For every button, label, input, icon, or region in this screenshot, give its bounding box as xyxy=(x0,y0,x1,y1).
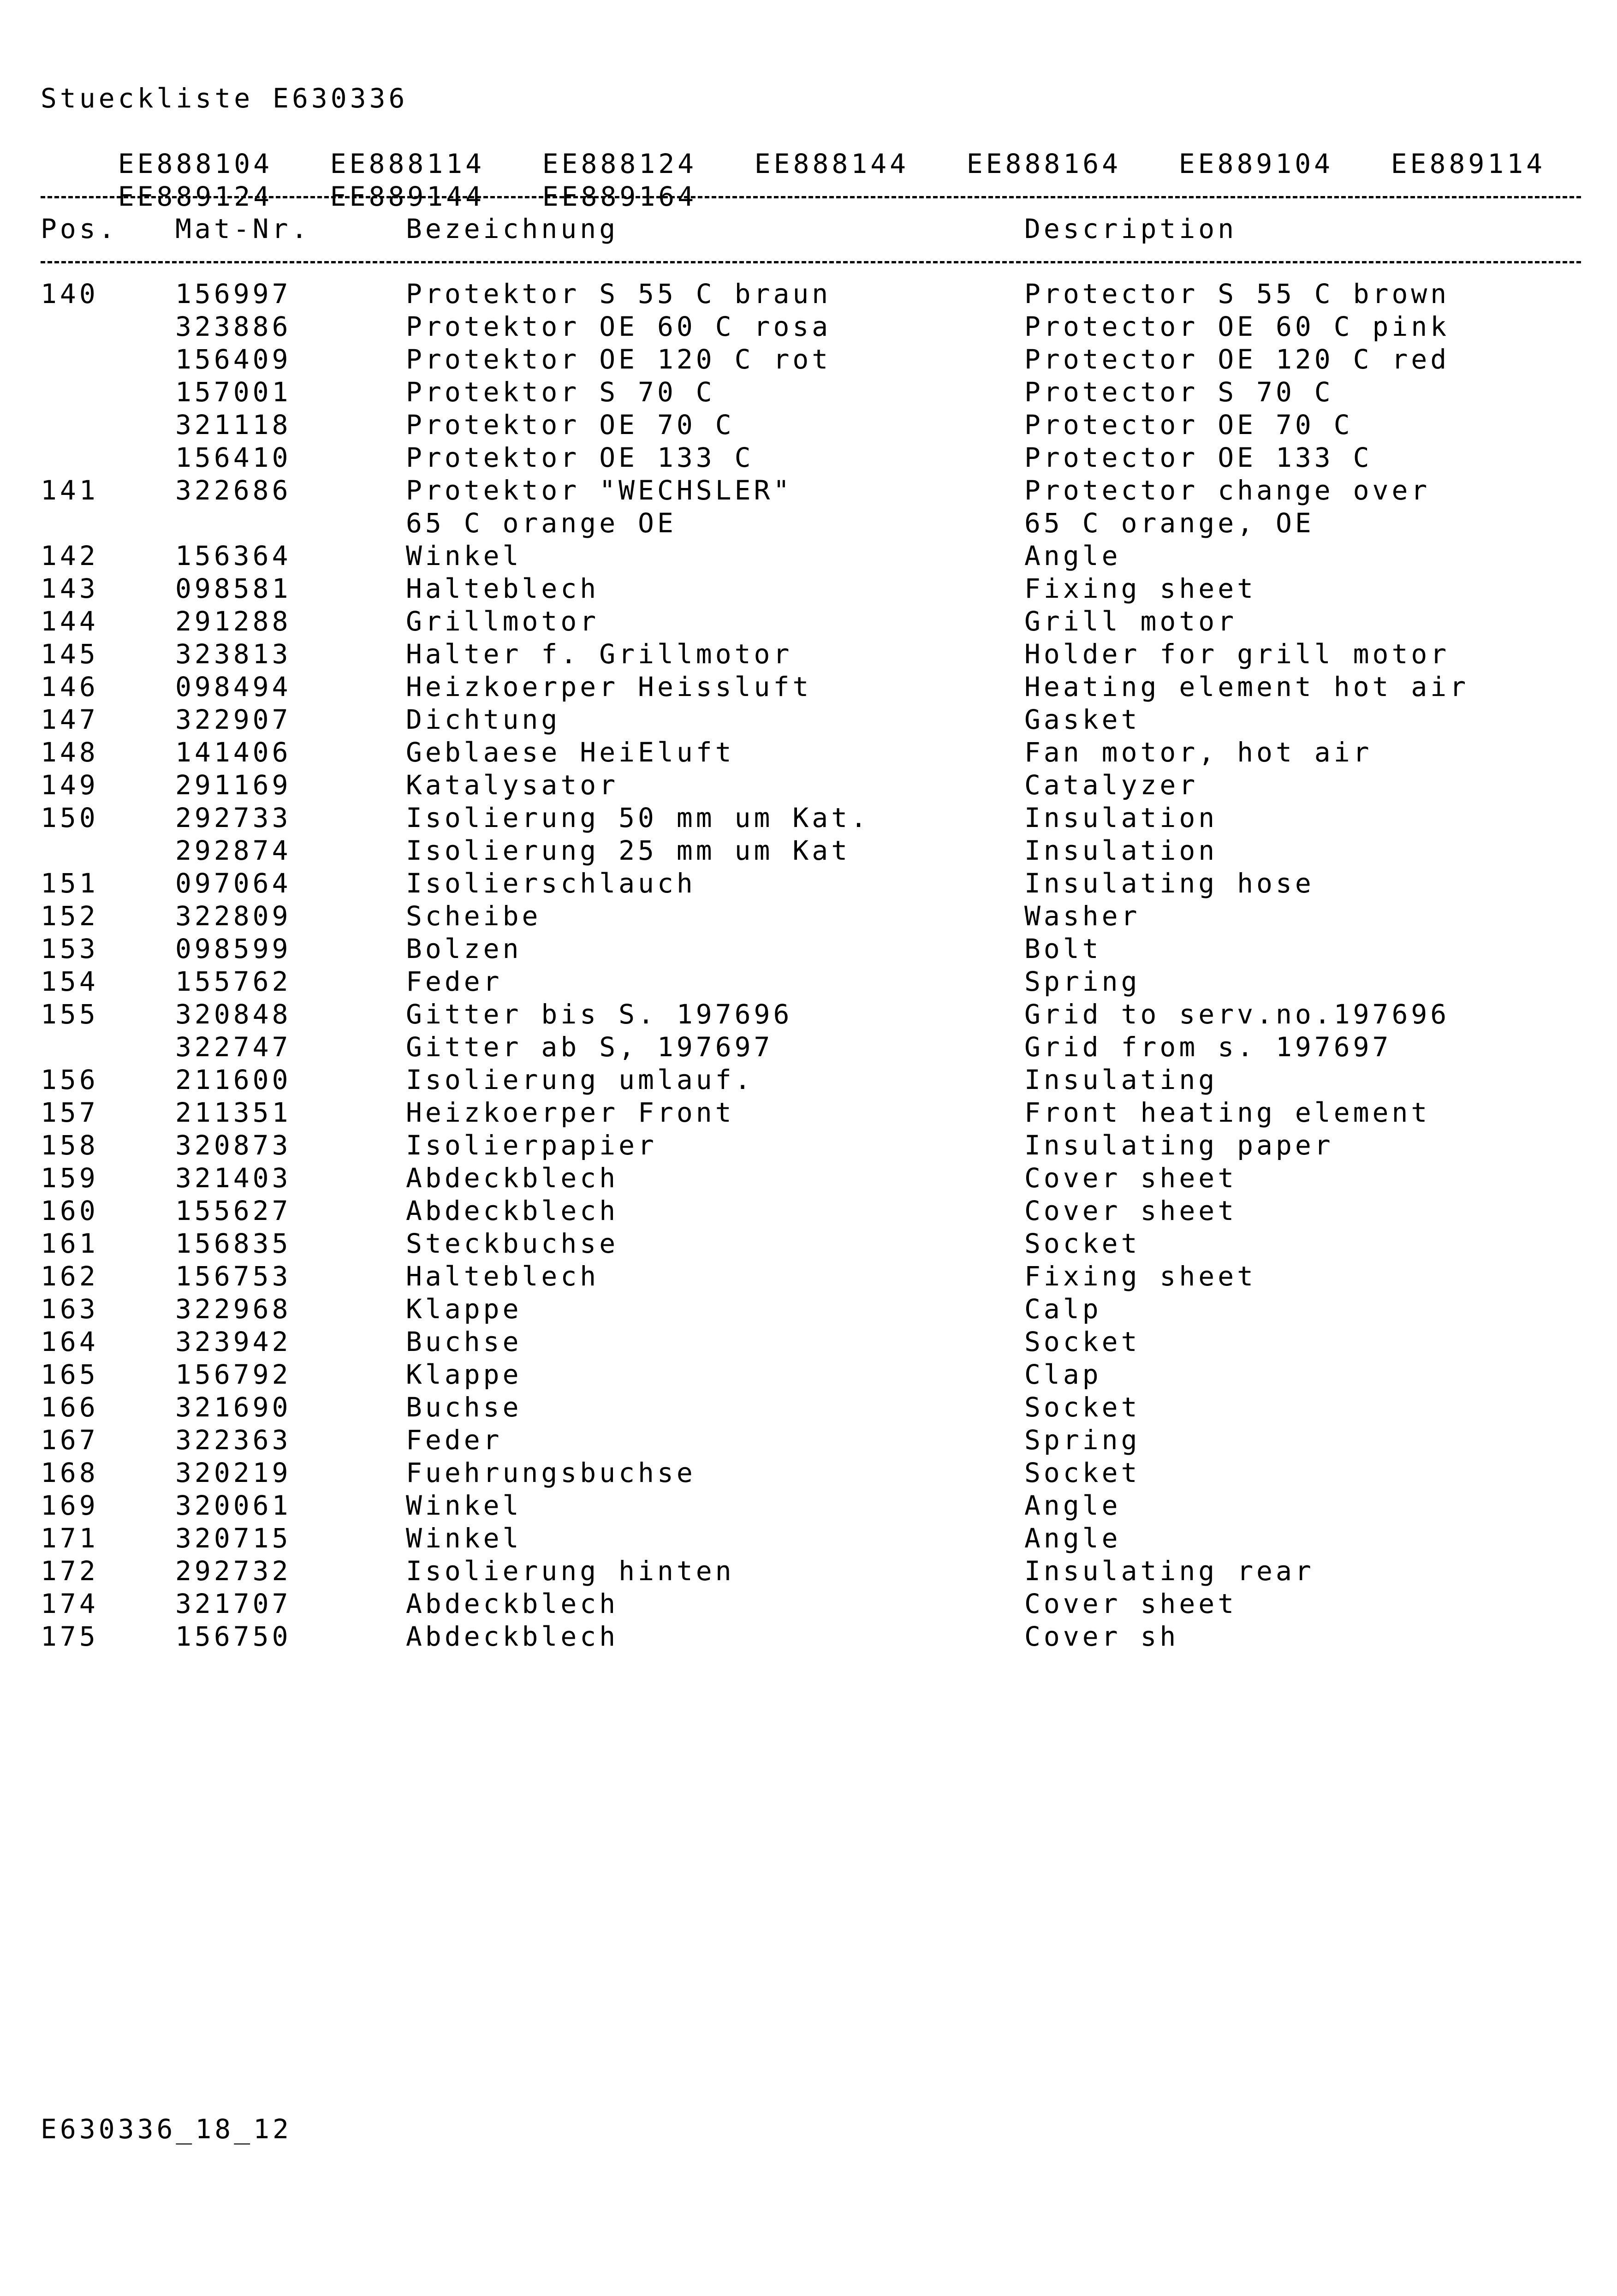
table-row xyxy=(41,1162,1581,1195)
part-material-number: 156835 xyxy=(175,1228,291,1259)
part-description-english: Insulating hose xyxy=(1024,868,1314,899)
part-description-english: Socket xyxy=(1024,1326,1141,1357)
part-material-number: 323942 xyxy=(175,1326,291,1357)
table-row xyxy=(41,1358,1581,1391)
table-row xyxy=(41,1129,1581,1162)
part-position: 172 xyxy=(41,1555,99,1587)
part-material-number: 323886 xyxy=(175,311,291,342)
table-row xyxy=(41,736,1581,769)
part-position: 145 xyxy=(41,638,99,670)
part-description-english: Catalyzer xyxy=(1024,769,1199,801)
document-code: E630336_18_12 xyxy=(41,2113,292,2145)
table-row xyxy=(41,1424,1581,1457)
model-number: EE889124 xyxy=(118,181,273,212)
part-name-german: Abdeckblech xyxy=(406,1621,619,1652)
part-material-number: 323813 xyxy=(175,638,291,670)
model-number: EE888124 xyxy=(542,148,697,179)
part-position: 155 xyxy=(41,999,99,1030)
table-row xyxy=(41,900,1581,933)
part-position: 142 xyxy=(41,540,99,571)
part-position: 175 xyxy=(41,1621,99,1652)
part-material-number: 292732 xyxy=(175,1555,291,1587)
table-row xyxy=(41,1489,1581,1522)
part-name-german: Protektor OE 120 C rot xyxy=(406,344,832,375)
table-row xyxy=(41,867,1581,900)
part-description-english: Protector change over xyxy=(1024,475,1431,506)
part-description-english: Cover sheet xyxy=(1024,1195,1237,1226)
part-name-german: Feder xyxy=(406,966,503,997)
table-row xyxy=(41,474,1581,507)
table-row xyxy=(41,769,1581,802)
model-number: EE889104 xyxy=(1178,148,1334,179)
part-description-english: Cover sheet xyxy=(1024,1162,1237,1194)
part-name-german: Klappe xyxy=(406,1359,522,1390)
part-material-number: 156792 xyxy=(175,1359,291,1390)
part-material-number: 156410 xyxy=(175,442,291,473)
part-name-german: Winkel xyxy=(406,1523,522,1554)
part-description-english: Heating element hot air xyxy=(1024,671,1469,702)
part-name-german: Protektor S 55 C braun xyxy=(406,278,832,309)
part-name-german: Isolierschlauch xyxy=(406,868,696,899)
part-description-english: Protector OE 70 C xyxy=(1024,409,1353,440)
table-row xyxy=(41,1326,1581,1358)
table-row xyxy=(41,965,1581,998)
part-name-german: Protektor OE 133 C xyxy=(406,442,754,473)
part-name-german: Steckbuchse xyxy=(406,1228,619,1259)
part-name-german: Gitter ab S, 197697 xyxy=(406,1031,773,1063)
part-name-german: Feder xyxy=(406,1424,503,1456)
part-name-german: Dichtung xyxy=(406,704,561,735)
part-material-number: 291169 xyxy=(175,769,291,801)
part-material-number: 211600 xyxy=(175,1064,291,1095)
part-description-english: Angle xyxy=(1024,540,1121,571)
model-number: EE888144 xyxy=(754,148,910,179)
part-description-english: Spring xyxy=(1024,1424,1141,1456)
column-header-description: Description xyxy=(1024,213,1237,244)
part-name-german: Scheibe xyxy=(406,900,541,932)
table-row xyxy=(41,1391,1581,1424)
dashed-divider xyxy=(41,180,1581,213)
part-position: 164 xyxy=(41,1326,99,1357)
part-name-german: Buchse xyxy=(406,1392,522,1423)
part-description-english: Cover sheet xyxy=(1024,1588,1237,1619)
part-name-german: Gitter bis S. 197696 xyxy=(406,999,793,1030)
part-material-number: 292733 xyxy=(175,802,291,833)
part-name-german: Winkel xyxy=(406,540,522,571)
document-title: Stueckliste E630336 xyxy=(41,83,408,114)
part-position: 158 xyxy=(41,1130,99,1161)
part-name-german: 65 C orange OE xyxy=(406,507,677,539)
part-name-german: Klappe xyxy=(406,1293,522,1325)
table-row xyxy=(41,572,1581,605)
part-name-german: Isolierpapier xyxy=(406,1130,657,1161)
part-description-english: Fixing sheet xyxy=(1024,1261,1257,1292)
part-position: 141 xyxy=(41,475,99,506)
part-material-number: 321690 xyxy=(175,1392,291,1423)
part-position: 144 xyxy=(41,606,99,637)
part-description-english: Protector S 70 C xyxy=(1024,376,1334,408)
part-material-number: 292874 xyxy=(175,835,291,866)
part-position: 148 xyxy=(41,737,99,768)
table-row xyxy=(41,278,1581,310)
part-description-english: Socket xyxy=(1024,1457,1141,1488)
part-material-number: 156364 xyxy=(175,540,291,571)
part-description-english: Calp xyxy=(1024,1293,1102,1325)
model-number: EE888104 xyxy=(118,148,273,179)
part-material-number: 320715 xyxy=(175,1523,291,1554)
model-list-row-2 xyxy=(41,148,1581,212)
part-position: 160 xyxy=(41,1195,99,1226)
part-position: 159 xyxy=(41,1162,99,1194)
table-row xyxy=(41,703,1581,736)
part-name-german: Fuehrungsbuchse xyxy=(406,1457,696,1488)
part-position: 152 xyxy=(41,900,99,932)
dashed-divider xyxy=(41,245,1581,278)
part-position: 147 xyxy=(41,704,99,735)
part-position: 156 xyxy=(41,1064,99,1095)
part-name-german: Isolierung hinten xyxy=(406,1555,735,1587)
part-position: 146 xyxy=(41,671,99,702)
part-description-english: Socket xyxy=(1024,1228,1141,1259)
table-row xyxy=(41,671,1581,703)
part-position: 149 xyxy=(41,769,99,801)
table-row xyxy=(41,1293,1581,1326)
part-description-english: Insulating rear xyxy=(1024,1555,1314,1587)
part-name-german: Isolierung 25 mm um Kat xyxy=(406,835,851,866)
part-name-german: Katalysator xyxy=(406,769,619,801)
part-name-german: Bolzen xyxy=(406,933,522,964)
part-position: 143 xyxy=(41,573,99,604)
part-material-number: 141406 xyxy=(175,737,291,768)
part-material-number: 322809 xyxy=(175,900,291,932)
part-description-english: Fixing sheet xyxy=(1024,573,1257,604)
part-name-german: Isolierung umlauf. xyxy=(406,1064,754,1095)
table-row xyxy=(41,1620,1581,1653)
part-position: 161 xyxy=(41,1228,99,1259)
part-material-number: 322363 xyxy=(175,1424,291,1456)
part-name-german: Winkel xyxy=(406,1490,522,1521)
part-material-number: 156753 xyxy=(175,1261,291,1292)
model-number: EE889164 xyxy=(542,181,697,212)
part-material-number: 155627 xyxy=(175,1195,291,1226)
part-material-number: 320061 xyxy=(175,1490,291,1521)
part-material-number: 098494 xyxy=(175,671,291,702)
part-material-number: 098599 xyxy=(175,933,291,964)
part-position: 174 xyxy=(41,1588,99,1619)
column-header-bezeichnung: Bezeichnung xyxy=(406,213,619,244)
part-material-number: 322686 xyxy=(175,475,291,506)
part-material-number: 321403 xyxy=(175,1162,291,1194)
table-row xyxy=(41,1031,1581,1064)
table-row xyxy=(41,1260,1581,1293)
part-position: 163 xyxy=(41,1293,99,1325)
model-number: EE889144 xyxy=(330,181,485,212)
part-material-number: 320873 xyxy=(175,1130,291,1161)
part-description-english: Holder for grill motor xyxy=(1024,638,1450,670)
part-material-number: 156409 xyxy=(175,344,291,375)
part-description-english: Protector OE 133 C xyxy=(1024,442,1373,473)
part-name-german: Protektor S 70 C xyxy=(406,376,715,408)
part-name-german: Isolierung 50 mm um Kat. xyxy=(406,802,870,833)
part-description-english: Grid to serv.no.197696 xyxy=(1024,999,1450,1030)
part-description-english: Protector OE 120 C red xyxy=(1024,344,1450,375)
table-row xyxy=(41,933,1581,965)
part-material-number: 320219 xyxy=(175,1457,291,1488)
part-name-german: Protektor OE 60 C rosa xyxy=(406,311,832,342)
column-header-row xyxy=(41,213,1581,245)
part-position: 168 xyxy=(41,1457,99,1488)
part-description-english: Angle xyxy=(1024,1523,1121,1554)
part-position: 150 xyxy=(41,802,99,833)
model-number: EE889114 xyxy=(1391,148,1546,179)
part-description-english: Washer xyxy=(1024,900,1141,932)
model-list-row-1 xyxy=(41,115,1581,179)
part-material-number: 157001 xyxy=(175,376,291,408)
table-row xyxy=(41,1064,1581,1096)
table-row xyxy=(41,540,1581,572)
part-position: 157 xyxy=(41,1097,99,1128)
part-material-number: 291288 xyxy=(175,606,291,637)
part-name-german: Halteblech xyxy=(406,1261,600,1292)
table-row xyxy=(41,441,1581,474)
part-description-english: Insulating paper xyxy=(1024,1130,1334,1161)
part-material-number: 156750 xyxy=(175,1621,291,1652)
table-row xyxy=(41,802,1581,834)
part-position: 153 xyxy=(41,933,99,964)
part-name-german: Protektor OE 70 C xyxy=(406,409,735,440)
part-position: 151 xyxy=(41,868,99,899)
part-description-english: Clap xyxy=(1024,1359,1102,1390)
model-number: EE888164 xyxy=(966,148,1122,179)
part-position: 171 xyxy=(41,1523,99,1554)
part-description-english: Protector S 55 C brown xyxy=(1024,278,1450,309)
part-material-number: 321707 xyxy=(175,1588,291,1619)
part-material-number: 211351 xyxy=(175,1097,291,1128)
model-number: EE888114 xyxy=(330,148,485,179)
part-material-number: 322907 xyxy=(175,704,291,735)
part-description-english: Cover sh xyxy=(1024,1621,1179,1652)
part-position: 169 xyxy=(41,1490,99,1521)
part-position: 166 xyxy=(41,1392,99,1423)
table-row xyxy=(41,310,1581,343)
table-row xyxy=(41,834,1581,867)
part-material-number: 322747 xyxy=(175,1031,291,1063)
part-name-german: Heizkoerper Front xyxy=(406,1097,735,1128)
part-description-english: Angle xyxy=(1024,1490,1121,1521)
part-description-english: Grid from s. 197697 xyxy=(1024,1031,1392,1063)
part-name-german: Geblaese HeiEluft xyxy=(406,737,735,768)
parts-table-body xyxy=(41,278,1581,1653)
part-description-english: Gasket xyxy=(1024,704,1141,735)
part-description-english: Fan motor, hot air xyxy=(1024,737,1373,768)
table-row xyxy=(41,376,1581,409)
part-material-number: 097064 xyxy=(175,868,291,899)
part-name-german: Grillmotor xyxy=(406,606,600,637)
part-description-english: 65 C orange, OE xyxy=(1024,507,1314,539)
part-description-english: Bolt xyxy=(1024,933,1102,964)
table-row xyxy=(41,605,1581,638)
part-description-english: Insulation xyxy=(1024,802,1218,833)
table-row xyxy=(41,998,1581,1031)
table-row xyxy=(41,1195,1581,1227)
part-description-english: Front heating element xyxy=(1024,1097,1431,1128)
part-name-german: Buchse xyxy=(406,1326,522,1357)
table-row xyxy=(41,1555,1581,1588)
table-row xyxy=(41,1588,1581,1620)
part-description-english: Spring xyxy=(1024,966,1141,997)
column-header-mat-nr: Mat-Nr. xyxy=(175,213,311,244)
table-row xyxy=(41,507,1581,540)
part-material-number: 098581 xyxy=(175,573,291,604)
part-material-number: 322968 xyxy=(175,1293,291,1325)
part-description-english: Protector OE 60 C pink xyxy=(1024,311,1450,342)
part-name-german: Abdeckblech xyxy=(406,1195,619,1226)
part-material-number: 155762 xyxy=(175,966,291,997)
part-description-english: Socket xyxy=(1024,1392,1141,1423)
part-name-german: Abdeckblech xyxy=(406,1588,619,1619)
part-description-english: Insulating xyxy=(1024,1064,1218,1095)
table-row xyxy=(41,1457,1581,1489)
part-name-german: Abdeckblech xyxy=(406,1162,619,1194)
table-row xyxy=(41,1522,1581,1555)
part-description-english: Insulation xyxy=(1024,835,1218,866)
table-row xyxy=(41,1096,1581,1129)
part-position: 165 xyxy=(41,1359,99,1390)
table-row xyxy=(41,409,1581,441)
table-row xyxy=(41,343,1581,376)
part-material-number: 320848 xyxy=(175,999,291,1030)
part-position: 167 xyxy=(41,1424,99,1456)
part-name-german: Protektor "WECHSLER" xyxy=(406,475,793,506)
part-name-german: Halteblech xyxy=(406,573,600,604)
part-material-number: 156997 xyxy=(175,278,291,309)
part-name-german: Halter f. Grillmotor xyxy=(406,638,793,670)
parts-list-page xyxy=(41,82,1581,1653)
part-name-german: Heizkoerper Heissluft xyxy=(406,671,812,702)
part-material-number: 321118 xyxy=(175,409,291,440)
table-row xyxy=(41,638,1581,671)
table-row xyxy=(41,1227,1581,1260)
column-header-pos: Pos. xyxy=(41,213,118,244)
part-description-english: Grill motor xyxy=(1024,606,1237,637)
part-position: 154 xyxy=(41,966,99,997)
part-position: 162 xyxy=(41,1261,99,1292)
part-position: 140 xyxy=(41,278,99,309)
